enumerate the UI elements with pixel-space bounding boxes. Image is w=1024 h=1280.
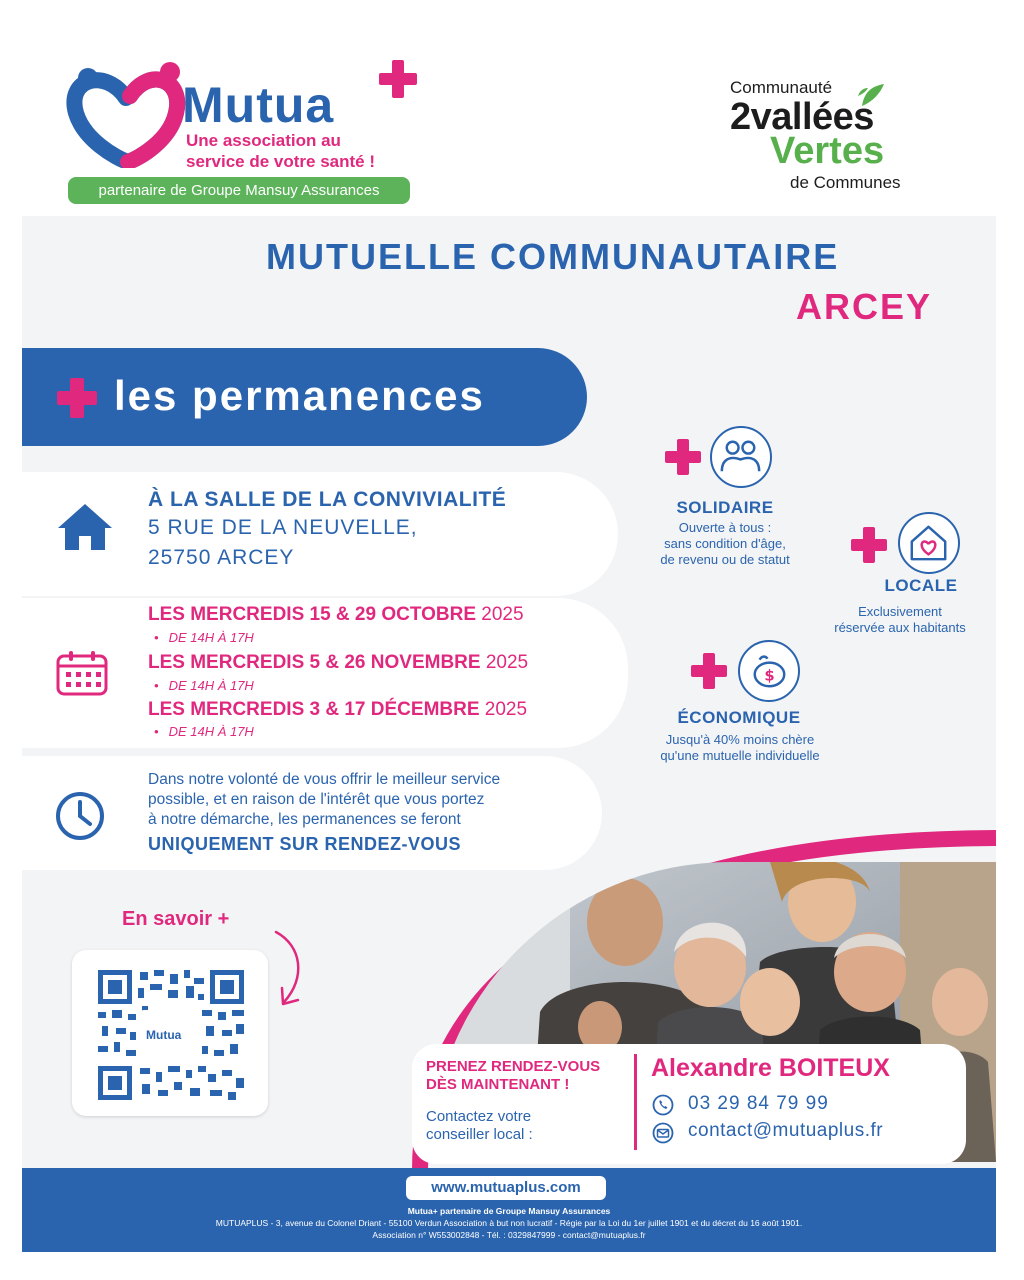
partner-badge: partenaire de Groupe Mansuy Assurances [68, 177, 410, 204]
home-icon [56, 502, 114, 552]
mutua-heart-icon [66, 58, 186, 168]
vallees-line-2 [770, 130, 884, 173]
feature-description [812, 604, 988, 636]
plus-icon [850, 526, 888, 564]
plus-icon [664, 438, 702, 476]
mutua-tagline [186, 130, 375, 172]
page-title: MUTUELLE COMMUNAUTAIRE [266, 236, 840, 277]
contact-sub-line: conseiller local : [426, 1126, 533, 1143]
contact-cta-line: DÈS MAINTENANT ! [426, 1076, 570, 1093]
appointment-text [148, 770, 578, 830]
footer-line: Mutua+ partenaire de Groupe Mansuy Assurances [407, 1206, 611, 1216]
tagline-line: service de votre santé ! [186, 152, 375, 171]
contact-sub-line: Contactez votre [426, 1108, 532, 1125]
clock-icon [54, 790, 106, 842]
date-hours: • DE 14H À 17H [154, 678, 254, 693]
contact-subtext [426, 1108, 533, 1144]
feature-desc-line: de revenu ou de statut [660, 552, 790, 567]
appointment-text-line: possible, et en raison de l'intérêt que vous portez [148, 791, 485, 808]
vallees-line-1: 2vallées [730, 96, 874, 138]
footer-line: Association n° W553002848 - Tél. : 0329847999 - contact@mutuaplus.fr [372, 1230, 646, 1240]
curved-arrow-icon [262, 926, 322, 1012]
contact-divider [634, 1054, 637, 1150]
date-hours: • DE 14H À 17H [154, 724, 254, 739]
page-subtitle-city: ARCEY [796, 286, 933, 327]
email-icon [652, 1122, 674, 1144]
appointment-text-line: Dans notre volonté de vous offrir le meilleur service [148, 771, 501, 788]
date-hours: • DE 14H À 17H [154, 630, 254, 645]
address-venue: À LA SALLE DE LA CONVIVIALITÉ [148, 488, 507, 511]
svg-text:$: $ [764, 667, 775, 685]
advisor-phone[interactable]: 03 29 84 79 99 [688, 1093, 829, 1114]
vallees-line-2-text: Vertes [770, 130, 885, 172]
feature-description [630, 732, 850, 764]
house-heart-icon [898, 512, 960, 574]
calendar-icon [56, 650, 108, 696]
vallees-bottom-line: de Communes [790, 173, 901, 192]
people-hug-icon [710, 426, 772, 488]
date-year: 2025 [484, 699, 528, 720]
contact-cta [426, 1058, 600, 1094]
footer-line: MUTUAPLUS - 3, avenue du Colonel Driant - 55100 Verdun Association à but non lucratif - Régie par la Loi du 1er juillet 1901 et du décret du 16 août 1901. [215, 1218, 803, 1228]
piggy-bank-icon [738, 640, 800, 702]
address-street: 5 RUE DE LA NEUVELLE, [148, 516, 418, 539]
mutua-wordmark: Mutua [182, 77, 335, 133]
date-year: 2025 [485, 652, 529, 673]
date-year: 2025 [481, 604, 524, 625]
feature-desc-line: qu'une mutuelle individuelle [660, 748, 820, 763]
date-label: LES MERCREDIS 15 & 29 OCTOBRE [148, 604, 477, 625]
contact-cta-line: PRENEZ RENDEZ-VOUS [426, 1058, 601, 1075]
plus-icon [56, 377, 98, 419]
permanences-label: les permanences [114, 372, 485, 419]
vallees-vertes-logo [722, 78, 942, 192]
feature-title: ÉCONOMIQUE [677, 708, 801, 727]
phone-icon [652, 1094, 674, 1116]
feature-description [620, 520, 830, 568]
feature-desc-line: sans condition d'âge, [664, 536, 786, 551]
feature-title: SOLIDAIRE [676, 498, 774, 517]
qr-badge-label: Mutua [146, 1028, 182, 1042]
appointment-text-line: à notre démarche, les permanences se feront [148, 811, 461, 828]
date-november [148, 652, 528, 674]
feature-desc-line: Exclusivement [858, 604, 942, 619]
advisor-email[interactable]: contact@mutuaplus.fr [688, 1120, 884, 1141]
feature-desc-line: réservée aux habitants [834, 620, 966, 635]
feature-desc-line: Ouverte à tous : [678, 520, 772, 535]
date-december [148, 699, 527, 721]
appointment-only-notice: UNIQUEMENT SUR RENDEZ-VOUS [148, 834, 462, 854]
date-october [148, 604, 524, 626]
address-city: 25750 ARCEY [148, 546, 295, 569]
plus-icon [690, 652, 728, 690]
tagline-line: Une association au [186, 131, 341, 150]
advisor-name: Alexandre BOITEUX [651, 1054, 890, 1082]
feature-title: LOCALE [884, 576, 958, 595]
learn-more-label: En savoir + [122, 908, 230, 930]
date-label: LES MERCREDIS 5 & 26 NOVEMBRE [148, 652, 481, 673]
date-label: LES MERCREDIS 3 & 17 DÉCEMBRE [148, 699, 480, 720]
vallees-top-line: Communauté [730, 78, 833, 97]
feature-desc-line: Jusqu'à 40% moins chère [665, 732, 815, 747]
website-link[interactable]: www.mutuaplus.com [406, 1176, 606, 1200]
plus-icon [377, 58, 419, 100]
